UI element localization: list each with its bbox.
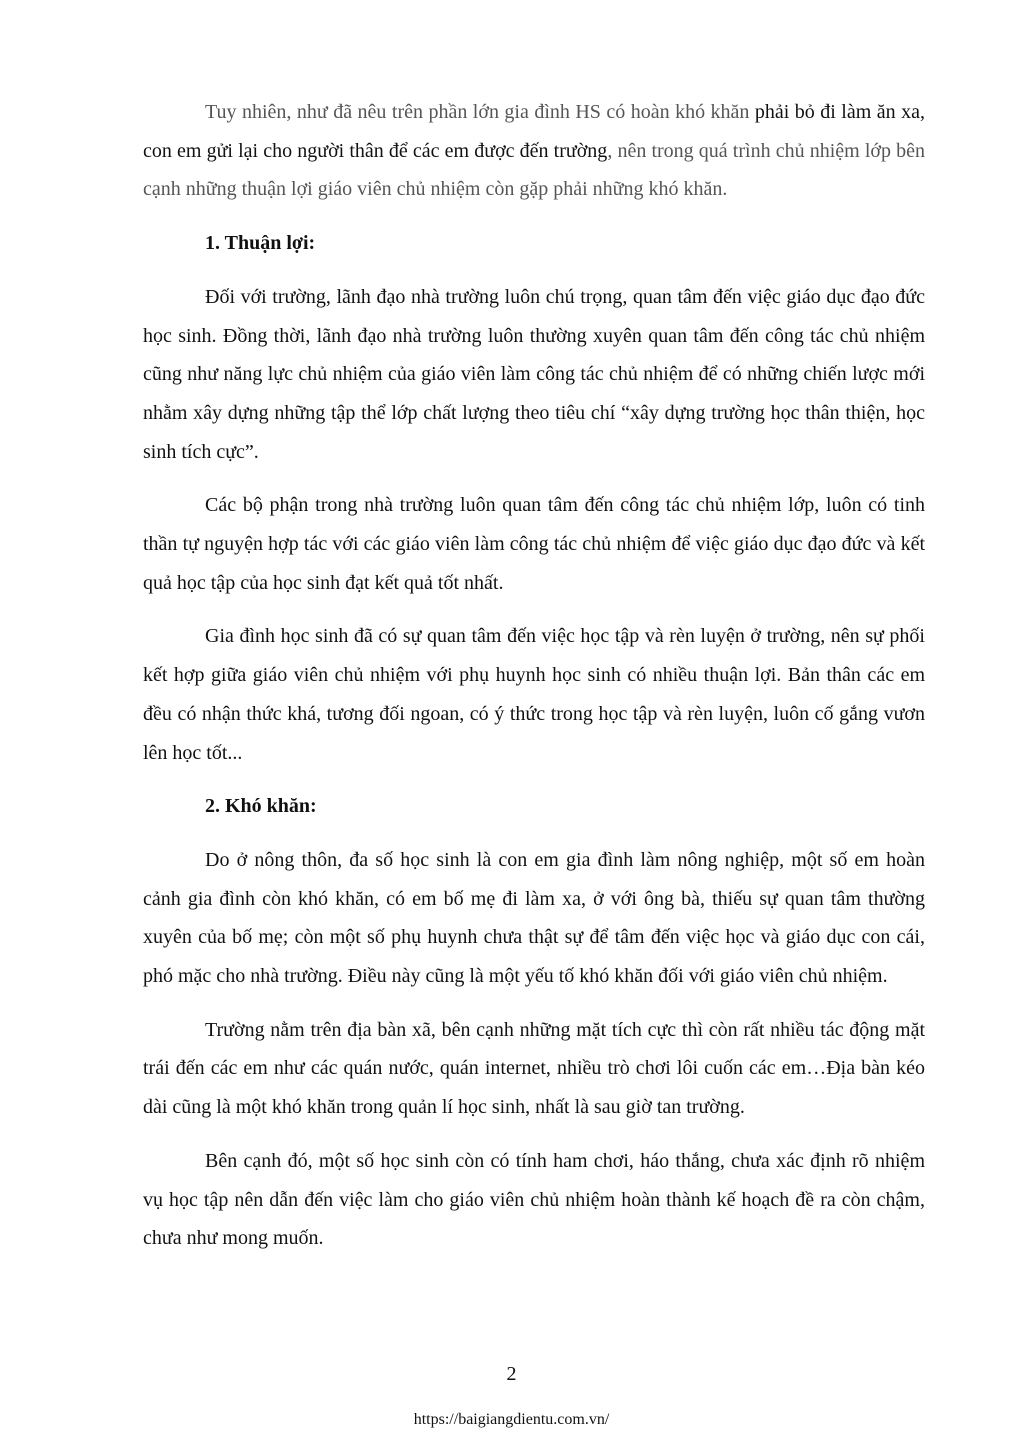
difficulties-paragraph-2: Trường nằm trên địa bàn xã, bên cạnh những mặt tích cực thì còn rất nhiều tác động mặt trái đến các em như các quán nước, quán internet, nhiều trò chơi lôi cuốn các em…Địa bàn kéo dài cũng là một khó khăn trong quản lí học sinh, nhất là sau giờ tan trường.: [143, 1018, 925, 1119]
difficulties-paragraph-1: Do ở nông thôn, đa số học sinh là con em gia đình làm nông nghiệp, một số em hoàn cảnh gia đình còn khó khăn, có em bố mẹ đi làm xa, ở với ông bà, thiếu sự quan tâm thường xuyên của bố mẹ; còn một số phụ huynh chưa thật sự để tâm đến việc học và giáo dục con cái, phó mặc cho nhà trường. Điều này cũng là một yếu tố khó khăn đối với giáo viên chủ nhiệm.: [143, 848, 925, 988]
advantages-paragraph-1: Đối với trường, lãnh đạo nhà trường luôn chú trọng, quan tâm đến việc giáo dục đạo đức học sinh. Đồng thời, lãnh đạo nhà trường luôn thường xuyên quan tâm đến công tác chủ nhiệm cũng như năng lực chủ nhiệm của giáo viên làm công tác chủ nhiệm để có những chiến lược mới nhằm xây dựng những tập thể lớp chất lượng theo tiêu chí “xây dựng trường học thân thiện, học sinh tích cực”.: [143, 285, 925, 463]
intro-part-2: phải bỏ đi làm ăn xa, con em gửi lại cho người thân để các em được đến trường: [143, 101, 925, 162]
advantages-paragraph-2: Các bộ phận trong nhà trường luôn quan tâm đến công tác chủ nhiệm lớp, luôn có tinh thần tự nguyện hợp tác với các giáo viên làm công tác chủ nhiệm để việc giáo dục đạo đức và kết quả học tập của học sinh đạt kết quả tốt nhất.: [143, 494, 925, 594]
section-heading-advantages: 1. Thuận lợi:: [205, 232, 316, 255]
intro-part-1: Tuy nhiên, như đã nêu trên phần lớn gia đình HS có hoàn khó khăn: [205, 101, 755, 123]
document-body: [143, 93, 925, 1258]
page-number: 2: [506, 1363, 517, 1385]
footer-url[interactable]: https://baigiangdientu.com.vn/: [413, 1411, 610, 1428]
intro-part-3: , nên trong quá trình chủ nhiệm lớp bên cạnh những thuận lợi giáo viên chủ nhiệm còn gặp phải những khó khăn.: [143, 139, 925, 201]
intro-paragraph: [143, 93, 925, 209]
difficulties-paragraph-3: Bên cạnh đó, một số học sinh còn có tính ham chơi, háo thắng, chưa xác định rõ nhiệm vụ học tập nên dẫn đến việc làm cho giáo viên chủ nhiệm hoàn thành kế hoạch đề ra còn chậm, chưa như mong muốn.: [143, 1149, 925, 1250]
section-heading-difficulties: 2. Khó khăn:: [205, 795, 317, 818]
advantages-paragraph-3: Gia đình học sinh đã có sự quan tâm đến việc học tập và rèn luyện ở trường, nên sự phối kết hợp giữa giáo viên chủ nhiệm với phụ huynh học sinh có nhiều thuận lợi. Bản thân các em đều có nhận thức khá, tương đối ngoan, có ý thức trong học tập và rèn luyện, luôn cố gắng vươn lên học tốt...: [143, 625, 925, 764]
